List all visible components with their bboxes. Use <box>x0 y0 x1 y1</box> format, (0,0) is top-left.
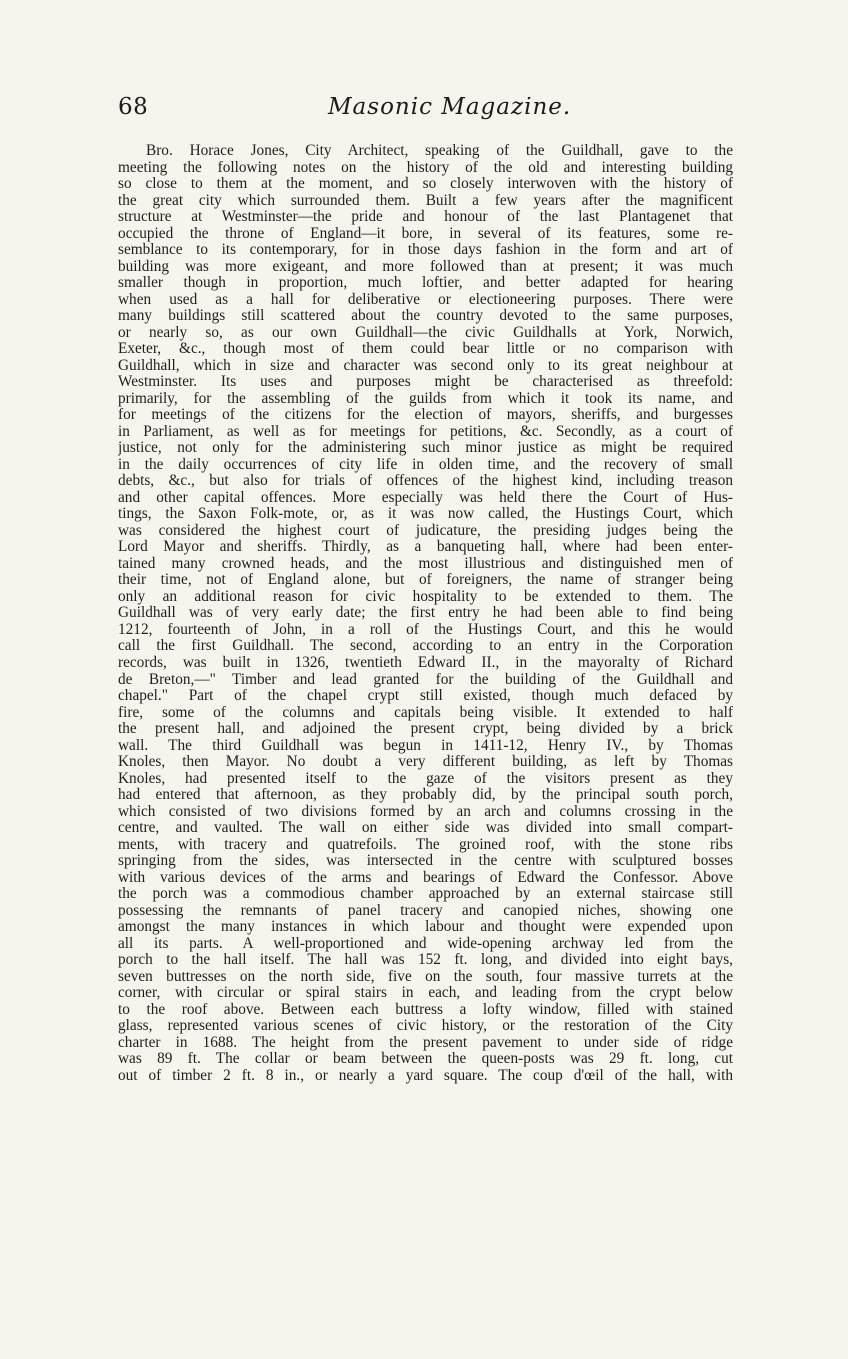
article-line: which consisted of two divisions formed by an arch and columns crossing in the <box>118 803 733 820</box>
article-line: Bro. Horace Jones, City Architect, speaking of the Guildhall, gave to the <box>146 143 733 159</box>
article-body <box>118 143 733 1084</box>
article-line: centre, and vaulted. The wall on either side was divided into small compart- <box>118 820 733 837</box>
article-line: and other capital offences. More especially was held there the Court of Hus- <box>118 489 733 506</box>
article-line: primarily, for the assembling of the guilds from which it took its name, and <box>118 390 733 407</box>
article-line: tained many crowned heads, and the most illustrious and distinguished men of <box>118 555 733 572</box>
article-line: structure at Westminster—the pride and honour of the last Plantagenet that <box>118 209 733 226</box>
page-number: 68 <box>118 94 149 120</box>
article-line: seven buttresses on the north side, five on the south, four massive turrets at the <box>118 968 733 985</box>
article-line: Exeter, &c., though most of them could bear little or no comparison with <box>118 341 733 358</box>
article-line: out of timber 2 ft. 8 in., or nearly a yard square. The coup d'œil of the hall, with <box>118 1067 733 1084</box>
article-line: de Breton,—" Timber and lead granted for the building of the Guildhall and <box>118 671 733 688</box>
article-line: tings, the Saxon Folk-mote, or, as it was now called, the Hustings Court, which <box>118 506 733 523</box>
article-line: many buildings still scattered about the country devoted to the same purposes, <box>118 308 733 325</box>
article-line: chapel." Part of the chapel crypt still existed, though much defaced by <box>118 688 733 705</box>
article-line: wall. The third Guildhall was begun in 1411-12, Henry IV., by Thomas <box>118 737 733 754</box>
article-line: smaller though in proportion, much loftier, and better adapted for hearing <box>118 275 733 292</box>
article-line: 1212, fourteenth of John, in a roll of the Hustings Court, and this he would <box>118 621 733 638</box>
article-line: corner, with circular or spiral stairs in each, and leading from the crypt below <box>118 985 733 1002</box>
article-line: call the first Guildhall. The second, according to an entry in the Corporation <box>118 638 733 655</box>
article-line: Knoles, then Mayor. No doubt a very different building, as left by Thomas <box>118 754 733 771</box>
article-line: glass, represented various scenes of civic history, or the restoration of the City <box>118 1018 733 1035</box>
article-line: meeting the following notes on the history of the old and interesting building <box>118 159 733 176</box>
article-line: when used as a hall for deliberative or electioneering purposes. There were <box>118 291 733 308</box>
article-line: porch to the hall itself. The hall was 152 ft. long, and divided into eight bays, <box>118 952 733 969</box>
running-title: Masonic Magazine. <box>328 94 572 120</box>
article-line: only an additional reason for civic hospitality to be extended to them. The <box>118 588 733 605</box>
article-line: Guildhall was of very early date; the first entry he had been able to find being <box>118 605 733 622</box>
article-line: springing from the sides, was intersected in the centre with sculptured bosses <box>118 853 733 870</box>
article-line: justice, not only for the administering such minor justice as might be required <box>118 440 733 457</box>
article-line: in Parliament, as well as for meetings for petitions, &c. Secondly, as a court of <box>118 423 733 440</box>
article-line: occupied the throne of England—it bore, in several of its features, some re- <box>118 225 733 242</box>
article-line: had entered that afternoon, as they probably did, by the principal south porch, <box>118 787 733 804</box>
article-line: or nearly so, as our own Guildhall—the civic Guildhalls at York, Norwich, <box>118 324 733 341</box>
article-line: their time, not of England alone, but of foreigners, the name of stranger being <box>118 572 733 589</box>
article-line: ments, with tracery and quatrefoils. The groined roof, with the stone ribs <box>118 836 733 853</box>
article-line: was 89 ft. The collar or beam between the queen-posts was 29 ft. long, cut <box>118 1051 733 1068</box>
article-line: records, was built in 1326, twentieth Edward II., in the mayoralty of Richard <box>118 654 733 671</box>
article-line: for meetings of the citizens for the election of mayors, sheriffs, and burgesses <box>118 407 733 424</box>
article-line: building was more exigeant, and more followed than at present; it was much <box>118 258 733 275</box>
article-line: Westminster. Its uses and purposes might be characterised as threefold: <box>118 374 733 391</box>
article-line: fire, some of the columns and capitals being visible. It extended to half <box>118 704 733 721</box>
article-line: all its parts. A well-proportioned and wide-opening archway led from the <box>118 935 733 952</box>
article-line: to the roof above. Between each buttress a lofty window, filled with stained <box>118 1001 733 1018</box>
article-line: was considered the highest court of judicature, the presiding judges being the <box>118 522 733 539</box>
article-line: amongst the many instances in which labour and thought were expended upon <box>118 919 733 936</box>
article-line: with various devices of the arms and bearings of Edward the Confessor. Above <box>118 869 733 886</box>
page-header <box>118 94 738 130</box>
article-line: the present hall, and adjoined the present crypt, being divided by a brick <box>118 721 733 738</box>
article-line: charter in 1688. The height from the present pavement to under side of ridge <box>118 1034 733 1051</box>
article-line: Lord Mayor and sheriffs. Thirdly, as a banqueting hall, where had been enter- <box>118 539 733 556</box>
article-line: debts, &c., but also for trials of offences of the highest kind, including treason <box>118 473 733 490</box>
article-line: Knoles, had presented itself to the gaze of the visitors present as they <box>118 770 733 787</box>
article-line: possessing the remnants of panel tracery and canopied niches, showing one <box>118 902 733 919</box>
article-line: the porch was a commodious chamber approached by an external staircase still <box>118 886 733 903</box>
article-line: Guildhall, which in size and character was second only to its great neighbour at <box>118 357 733 374</box>
article-line: so close to them at the moment, and so closely interwoven with the history of <box>118 176 733 193</box>
article-line: semblance to its contemporary, for in those days fashion in the form and art of <box>118 242 733 259</box>
article-line: in the daily occurrences of city life in olden time, and the recovery of small <box>118 456 733 473</box>
article-line: the great city which surrounded them. Built a few years after the magnificent <box>118 192 733 209</box>
